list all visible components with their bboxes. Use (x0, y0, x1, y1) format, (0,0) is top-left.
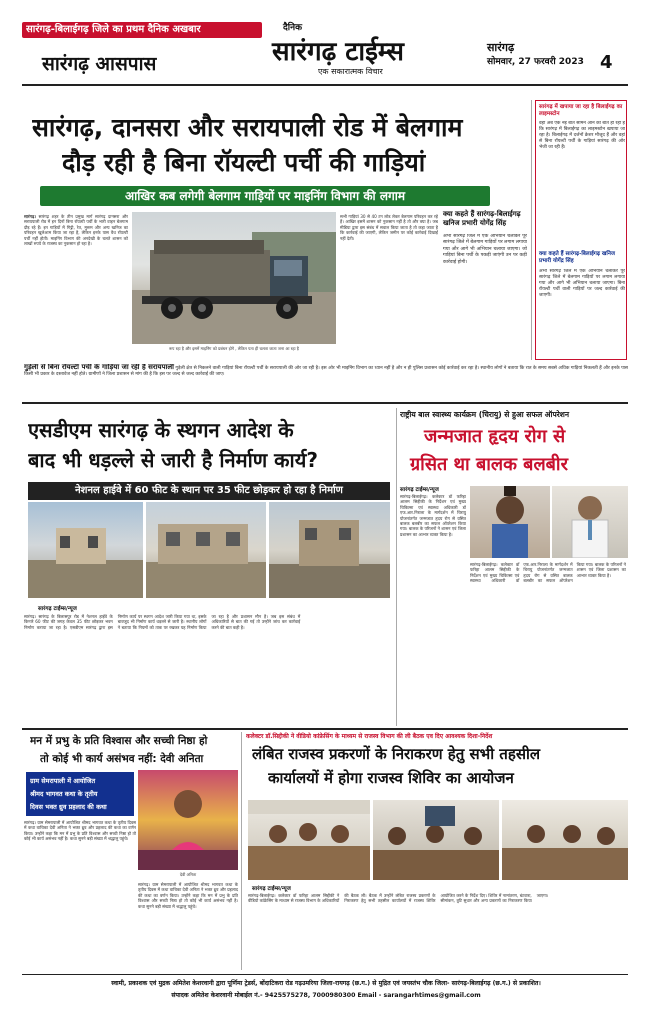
masthead (0, 0, 645, 88)
section-rule-2 (22, 728, 628, 730)
truck-photo (132, 212, 336, 344)
footer-rule (22, 974, 628, 975)
story3-divider (396, 408, 397, 726)
lead-headline-2: दौड़ रही है बिना रॉयल्टी पर्ची की गाड़ियां (62, 148, 426, 177)
construction-photo-2 (146, 502, 266, 598)
right-column-title-2: क्या कहते हैं सारंगढ़-बिलाईगढ़ खनिज प्रभारी योगेंद्र सिंह (539, 251, 615, 264)
right-column-body: वहीं अब एक नई बात सामने आने की बात हो रही है कि सारंगढ़ में बिलाईगढ़ का लाइमस्टोन खपाया जा रहा है। बिलाईगढ़ में दर्जनों क्रेशर मौजूद हैं और वहां से बिना रॉयल्टी पर्ची के गाड़ियां सारंगढ़ की ओर भेजी जा रही हैं। (539, 121, 625, 150)
story3-byline: सारंगढ़ टाईम्स/न्यूज (400, 487, 439, 493)
story2-headline-1: एसडीएम सारंगढ़ के स्थगन आदेश के (28, 418, 294, 442)
officer-box (443, 210, 527, 360)
lead-body-a (24, 214, 128, 354)
story3-headline-1: जन्मजात हृदय रोग से (424, 426, 566, 447)
lead-footer (24, 364, 628, 400)
devi-anita-photo (138, 770, 238, 870)
right-column-title: सारंगढ़ में खपाया जा रहा है बिलाईगढ़ का लाइमस्टोन (539, 104, 623, 117)
construction-photo-3 (269, 502, 390, 598)
story5-headline-1: लंबित राजस्व प्रकरणों के निराकरण हेतु सभी तहसील (252, 745, 541, 763)
footer-imprint: स्वामी, प्रकाशक एवं मुद्रक अमितेश केशरवानी द्वारा पूर्णिमा ट्रेडर्स, बोंदाटिकरा रोड गढ़उमरिया जिला-रायगढ़ (छ.ग.) से मुद्रित एवं जयस्तंभ चौक जिला- सारंगढ़-बिलाईगढ़ (छ.ग.) से प्रकाशित। (111, 980, 541, 987)
officer-box-title: क्या कहते हैं सारंगढ़-बिलाईगढ़ खनिज प्रभारी योगेंद्र सिंह (443, 210, 521, 227)
story3-kicker: राष्ट्रीय बाल स्वास्थ्य कार्यक्रम (चिरायु) से हुआ सफल ऑपरेशन (400, 410, 570, 419)
meeting-photo-1 (248, 800, 370, 880)
right-column-divider (531, 100, 532, 360)
devi-anita-caption: देवी अनिता (179, 872, 197, 877)
story5-body: सारंगढ़-बिलाईगढ़। कलेक्टर डॉ फरिहा आलम सिद्दीकी ने वीडियो कांफ्रेसिंग के माध्यम से राजस्व विभाग के अधिकारियों की बैठक ली। बैठक में उन्होंने लंबित राजस्व प्रकरणों के निराकरण हेतु सभी तहसील कार्यालयों में राजस्व शिविर आयोजित करने के निर्देश दिए। शिविर में नामांतरण, बंटवारा, सीमांकन, त्रुटि सुधार और अन्य प्रकरणों का निराकरण किया जाएगा। (248, 893, 549, 904)
story4-sub-3: दिवस भक्त ध्रुव प्रहलाद की कथा (30, 803, 107, 811)
story2-body: सारंगढ़। सारंगढ़ के बिलासपुर रोड में नेशनल हाईवे के किनारे 60 फीट की जगह केवल 35 फीट छोड़कर भवन निर्माण कराया जा रहा है। एसडीएम सारंगढ़ द्वारा इस निर्माण कार्य पर स्थगन आदेश जारी किया गया था, इसके बावजूद भी निर्माण कार्य धड़ल्ले से जारी है। स्थानीय लोगों ने बताया कि नियमों को ताक पर रखकर यह निर्माण किया जा रहा है और प्रशासन मौन है। जब इस संबंध में अधिकारियों से बात की गई तो उन्होंने जांच कर कार्रवाई करने की बात कही है। (24, 614, 301, 630)
story4-body-cont: सारंगढ़। ग्राम सेमरापाली में आयोजित श्रीमद भागवत कथा के तृतीय दिवस में कथा वाचिका देवी अनिता ने भक्त ध्रुव और प्रहलाद की कथा का वर्णन किया। उन्होंने कहा कि मन में प्रभु के प्रति विश्वास और सच्ची निष्ठा हो तो कोई भी कार्य असंभव नहीं है। कथा सुनने बड़ी संख्या में श्रद्धालु पहुंचे। (138, 882, 238, 909)
edition-date: सोमवार, 27 फरवरी 2023 (487, 57, 584, 67)
lead-footer-text: गुड़ेली क्षेत्र से निकलने वाली गाड़ियां बिना रॉयल्टी पर्ची के सरायपाली की ओर जा रही है। इस ओर भी माइनिंग विभाग का ध्यान नहीं है और न ही पुलिस प्रशासन कोई कार्रवाई कर रहा है। स्थानीय लोगों ने बताया कि रात के समय सबसे अधिक गाड़ियां निकलती हैं और इनके पास किसी भी प्रकार के दस्तावेज नहीं होते। ग्रामीणों ने जिला प्रशासन से मांग की है कि इस पर जल्द से जल्द कार्रवाई की जाए। (24, 366, 628, 378)
story3-headline-2: ग्रसित था बालक बलबीर (410, 454, 568, 475)
story4-headline-1: मन में प्रभु के प्रति विश्वास और सच्ची निष्ठा हो (30, 735, 208, 747)
footer-contact: संपादक अमितेश केशरवानी मोबाईल नं.- 9425575278, 7000980300 Email - sarangarhtimes@gmail.com (171, 992, 481, 999)
paper-name: सारंगढ़ टाईम्स (272, 37, 404, 67)
edition-city: सारंगढ़ (487, 41, 515, 54)
meeting-photo-2 (373, 800, 499, 880)
page-number: 4 (600, 52, 613, 73)
story2-headline-2: बाद भी धड़ल्ले से जारी है निर्माण कार्य? (28, 448, 318, 472)
story4-body: सारंगढ़। ग्राम सेमरापाली में आयोजित श्रीमद भागवत कथा के तृतीय दिवस में कथा वाचिका देवी अनिता ने भक्त ध्रुव और प्रहलाद की कथा का वर्णन किया। उन्होंने कहा कि मन में प्रभु के प्रति विश्वास और सच्ची निष्ठा हो तो कोई भी कार्य असंभव नहीं है। कथा सुनने बड़ी संख्या में श्रद्धालु पहुंचे। (24, 820, 136, 842)
right-column-body-2: अभी सारंगढ़ जिले में एक अभियान चलाकर पूरे सारंगढ़ जिले में बेलगाम गाड़ियों पर लगाम लगाया गया और आगे भी अभियान चलाया जाएगा। बिना रॉयल्टी पर्ची वाली गाड़ियों पर जल्द कार्रवाई की जाएगी। (539, 269, 625, 298)
truck-photo-caption: रूप रहा है और इसमें माइनिंग को प्रबंधन होगे , लेकिन पता ही चलता जाता जना आ रहा है (169, 346, 299, 351)
motto: एक सकारात्मक विचार (318, 67, 383, 76)
lead-dateline: सारंगढ़। (24, 214, 36, 219)
story5-headline-2: कार्यालयों में होगा राजस्व शिविर का आयोजन (268, 769, 514, 787)
masthead-tagline: सारंगढ़-बिलाईगढ़ जिले का प्रथम दैनिक अखबार (26, 24, 201, 35)
doctor-photo (552, 486, 628, 558)
story4-headline-2: तो कोई भी कार्य असंभव नहीं: देवी अनिता (40, 753, 204, 765)
section-rule-1 (22, 402, 628, 404)
child-photo (470, 486, 550, 558)
meeting-photo-3 (502, 800, 628, 880)
section-name: सारंगढ़ आसपास (42, 53, 157, 75)
story4-sub-2: श्रीमद भागवत कथा के तृतीय (30, 790, 98, 798)
construction-photo-1 (28, 502, 143, 598)
story5-byline: सारंगढ़ टाईम्स/न्यूज (252, 886, 291, 892)
story5-divider (241, 732, 242, 970)
lead-body-a-text: सारंगढ़ शहर के तीन प्रमुख मार्ग सारंगढ़ दानसरा और सरायपाली रोड में इन दिनों बिना रॉयल्टी पर्ची के भारी वाहन बेलगाम दौड़ रहे हैं। इन गाड़ियों में गिट्टी, रेत, मुरूम और अन्य खनिज का परिवहन खुलेआम किया जा रहा है, लेकिन इनके पास वैध रॉयल्टी पर्ची नहीं होती। माइनिंग विभाग की अनदेखी के चलते शासन को लाखों रुपये के राजस्व का नुकसान हो रहा है। (24, 214, 128, 247)
lead-footer-bold: गुड़ेली से बिना रॉयल्टी पर्ची के गाड़ियां जा रही है सरायपाली (24, 364, 174, 371)
story5-kicker: कलेक्टर डॉ.सिद्दीकी ने वीडियो कांफ्रेसिंग के माध्यम से राजस्व विभाग की ली बैठक एव दिए आवश्यक दिशा-निर्देश (246, 733, 493, 740)
daily-label: दैनिक (283, 23, 303, 33)
lead-subheadline: आखिर कब लगेगी बेलगाम गाड़ियों पर माइनिंग विभाग की लगाम (40, 186, 490, 206)
story4-sub-1: ग्राम सेमरापाली में आयोजित (30, 777, 96, 785)
officer-box-body: अभी सारंगढ़ जिले में एक अभियान चलाकर पूरे सारंगढ़ जिले में बेलगाम गाड़ियों पर लगाम लगाया गया और आगे भी अभियान चलाया जाएगा। जो गाड़ियां बिना पर्ची के पकड़ी जाएंगी उन पर कड़ी कार्रवाई होगी। (443, 234, 527, 265)
masthead-rule (22, 84, 628, 86)
story2-byline: सारंगढ़ टाईम्स/न्यूज (38, 606, 77, 612)
story3-body-cont: सारंगढ़-बिलाईगढ़। कलेक्टर डॉ फरिहा आलम सिद्दीकी के निर्देशन एवं मुख्य चिकित्सा एवं स्वास्थ्य अधिकारी डॉ एफ.आर.निराला के मार्गदर्शन में चिरायु योजनांतर्गत जन्मजात हृदय रोग से ग्रसित बालक बलबीर का सफल ऑपरेशन किया गया। बालक के परिजनों ने शासन एवं जिला प्रशासन का आभार व्यक्त किया है। (470, 562, 626, 584)
lead-body-b: सभी गाड़ियां 30 से 40 टन लोड लेकर बेलगाम परिवहन कर रहे हैं। आखिर इसमें शासन को नुकसान नहीं है तो और क्या है। जब मीडिया द्वारा इस संबंध में सवाल किया जाता है तो कहा जाता है कि कार्रवाई की जाएगी, लेकिन जमीन पर कोई कार्रवाई दिखाई नहीं देती। (340, 214, 438, 241)
right-column-box (535, 100, 627, 360)
story2-banner: नेशनल हाईवे में 60 फीट के स्थान पर 35 फीट छोड़कर हो रहा है निर्माण (28, 482, 390, 500)
lead-headline-1: सारंगढ़, दानसरा और सरायपाली रोड में बेलगाम (32, 113, 463, 142)
story3-body-lead: सारंगढ़-बिलाईगढ़। कलेक्टर डॉ फरिहा आलम सिद्दीकी के निर्देशन एवं मुख्य चिकित्सा एवं स्वास्थ्य अधिकारी डॉ एफ.आर.निराला के मार्गदर्शन में चिरायु योजनांतर्गत जन्मजात हृदय रोग से ग्रसित बालक बलबीर का सफल ऑपरेशन किया गया। बालक के परिजनों ने शासन एवं जिला प्रशासन का आभार व्यक्त किया है। (400, 494, 466, 537)
